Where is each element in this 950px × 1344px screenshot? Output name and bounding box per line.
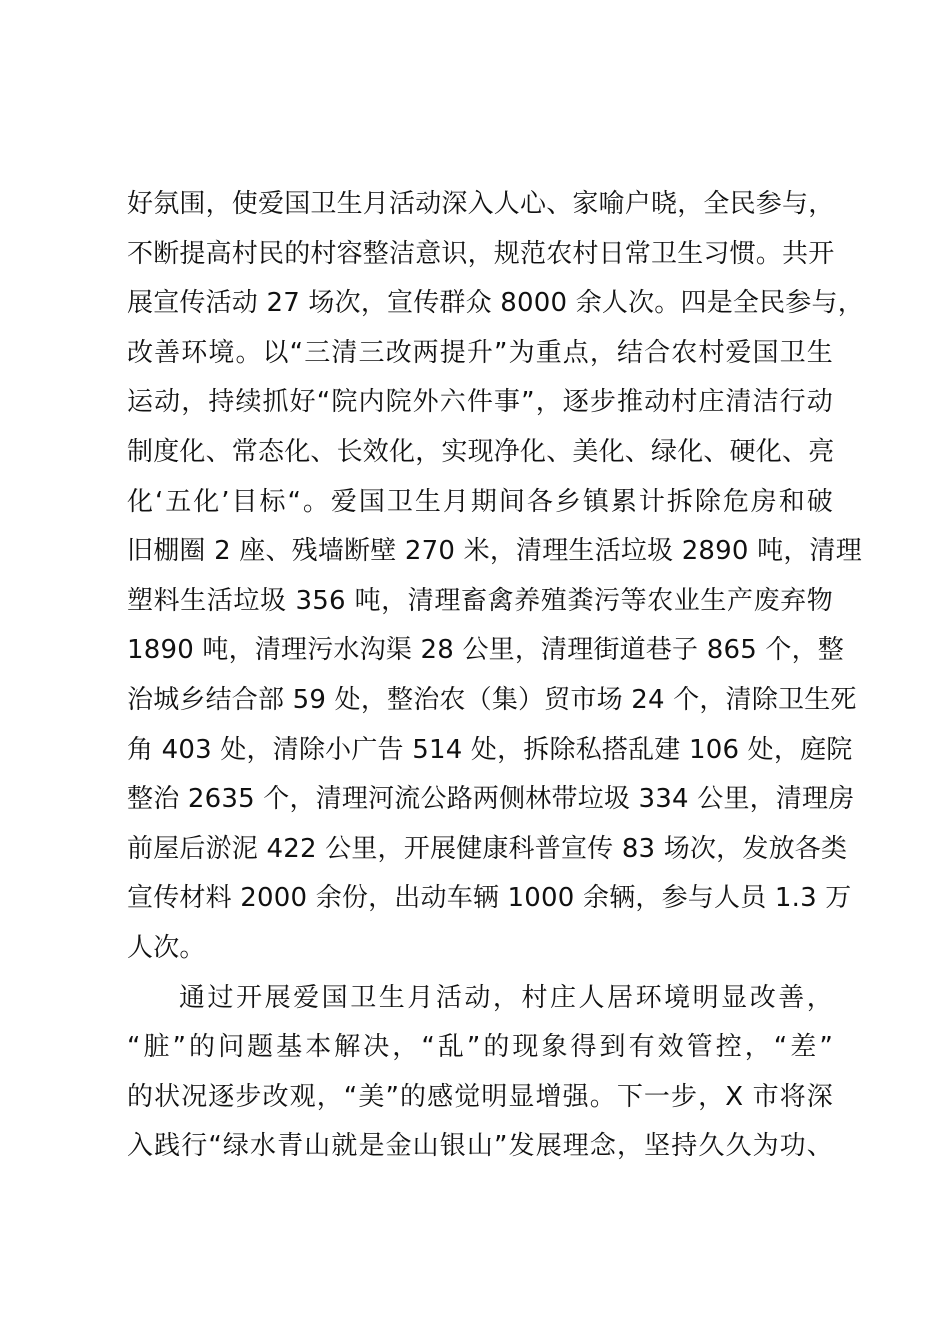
text-line: 前屋后淤泥 422 公里，开展健康科普宣传 83 场次，发放各类 [127,833,848,864]
text-line: 入践行“绿水青山就是金山银山”发展理念，坚持久久为功、 [127,1131,833,1162]
text-line: 展宣传活动 27 场次，宣传群众 8000 余人次。四是全民参与， [127,288,864,319]
paragraph-2 [127,974,833,1172]
text-line: 运动，持续抓好“院内院外六件事”，逐步推动村庄清洁行动 [127,387,833,418]
text-line: 不断提高村民的村容整洁意识，规范农村日常卫生习惯。共开 [127,238,835,269]
text-line: 旧棚圈 2 座、残墙断壁 270 米，清理生活垃圾 2890 吨，清理 [127,536,862,567]
text-line: “脏”的问题基本解决，“乱”的现象得到有效管控，“差” [127,1032,833,1063]
text-line: 化‘五化’目标“。爱国卫生月期间各乡镇累计拆除危房和破 [127,486,833,517]
text-line: 治城乡结合部 59 处，整治农（集）贸市场 24 个，清除卫生死 [127,684,857,715]
text-line: 的状况逐步改观，“美”的感觉明显增强。下一步，X 市将深 [127,1081,833,1112]
text-line: 通过开展爱国卫生月活动，村庄人居环境明显改善， [179,982,833,1013]
text-line: 人次。 [127,932,206,963]
text-line: 1890 吨，清理污水沟渠 28 公里，清理街道巷子 865 个，整 [127,635,845,666]
text-line: 塑料生活垃圾 356 吨，清理畜禽养殖粪污等农业生产废弃物 [127,585,833,616]
text-line: 角 403 处，清除小广告 514 处，拆除私搭乱建 106 处，庭院 [127,734,853,765]
text-line: 宣传材料 2000 余份，出动车辆 1000 余辆，参与人员 1.3 万 [127,883,852,914]
text-line: 制度化、常态化、长效化，实现净化、美化、绿化、硬化、亮 [127,436,835,467]
text-line: 改善环境。以“三清三改两提升”为重点，结合农村爱国卫生 [127,337,833,368]
text-line: 好氛围，使爱国卫生月活动深入人心、家喻户晓，全民参与， [127,189,835,219]
document-body [127,180,864,1172]
text-line: 整治 2635 个，清理河流公路两侧林带垃圾 334 公里，清理房 [127,784,855,815]
paragraph-1 [127,180,864,974]
